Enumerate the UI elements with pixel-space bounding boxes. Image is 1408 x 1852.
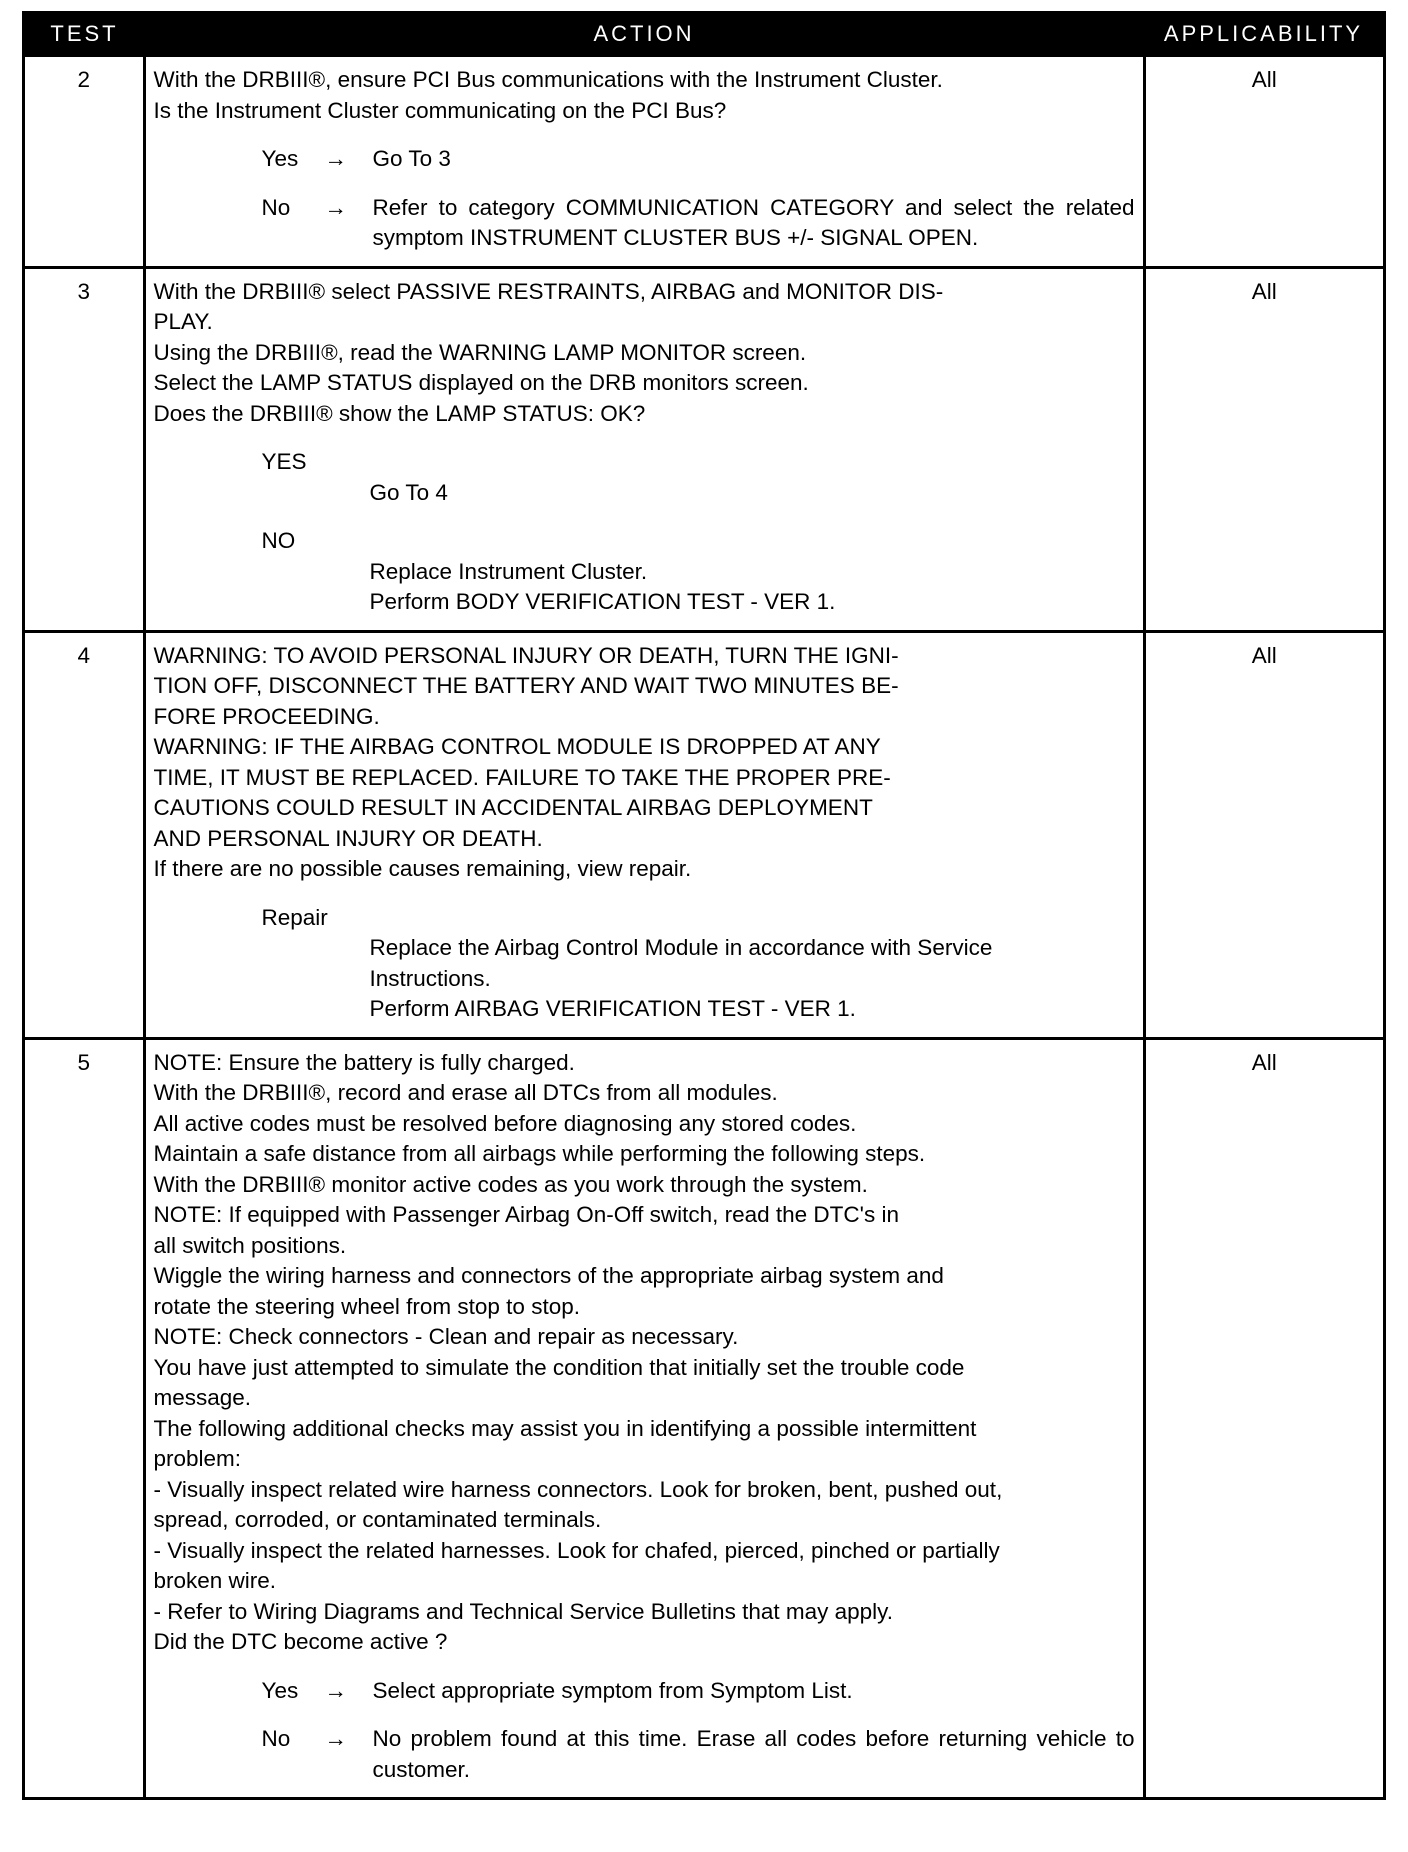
yes-text: Go To 3 [372, 146, 451, 171]
action-line: FORE PROCEEDING. [153, 703, 380, 729]
yes-answer [154, 144, 1135, 175]
yes-label: Yes [261, 146, 299, 171]
action-line: rotate the steering wheel from stop to stop. [153, 1293, 580, 1319]
action-line: TIME, IT MUST BE REPLACED. FAILURE TO TAKE THE PROPER PRE- [153, 764, 891, 790]
test-number: 5 [25, 1038, 144, 1797]
action-line: All active codes must be resolved before diagnosing any stored codes. [153, 1110, 857, 1136]
header-action: ACTION [144, 14, 1144, 56]
yes-answer [154, 447, 1135, 508]
no-text: No problem found at this time. Erase all codes before returning vehicle to customer. [372, 1726, 1135, 1782]
diagnostic-table [25, 14, 1383, 1797]
applicability: All [1144, 631, 1383, 1038]
no-answer [154, 1724, 1135, 1785]
action-line: With the DRBIII® select PASSIVE RESTRAINTS, AIRBAG and MONITOR DIS- [153, 278, 944, 304]
action-line: NOTE: Ensure the battery is fully charged. [153, 1049, 575, 1075]
action-line: - Refer to Wiring Diagrams and Technical Service Bulletins that may apply. [153, 1598, 893, 1624]
arrow-icon: → [324, 1726, 347, 1751]
action-line: broken wire. [153, 1568, 277, 1593]
repair-text: Instructions. [369, 965, 491, 991]
arrow-icon: → [324, 194, 347, 220]
action-line: all switch positions. [153, 1232, 347, 1258]
yes-label: YES [261, 449, 307, 474]
action-cell [144, 56, 1144, 268]
diagnostic-table-sheet [22, 11, 1386, 1800]
action-line: AND PERSONAL INJURY OR DEATH. [153, 825, 543, 851]
action-line: PLAY. [153, 309, 213, 334]
applicability: All [1144, 267, 1383, 631]
table-header-row [25, 14, 1383, 56]
no-label: No [261, 1726, 291, 1751]
action-cell [144, 1038, 1144, 1797]
test-number: 2 [25, 56, 144, 268]
action-line: NOTE: Check connectors - Clean and repair as necessary. [153, 1324, 739, 1349]
action-line: Using the DRBIII®, read the WARNING LAMP MONITOR screen. [153, 339, 807, 365]
repair-answer [154, 903, 1135, 1025]
action-line: Wiggle the wiring harness and connectors of the appropriate airbag system and [153, 1263, 944, 1288]
repair-label: Repair [261, 904, 328, 930]
no-text: Perform BODY VERIFICATION TEST - VER 1. [369, 589, 836, 614]
no-answer [154, 526, 1135, 618]
yes-answer [154, 1676, 1135, 1707]
action-line: - Visually inspect the related harnesses. Look for chafed, pierced, pinched or partially [153, 1537, 1000, 1563]
test-number: 4 [25, 631, 144, 1038]
yes-label: Yes [261, 1677, 299, 1703]
repair-text: Perform AIRBAG VERIFICATION TEST - VER 1. [369, 996, 856, 1021]
no-text: Replace Instrument Cluster. [369, 558, 648, 584]
no-label: No [261, 194, 291, 220]
no-text: Refer to category COMMUNICATION CATEGORY and select the related symptom INSTRUMENT CLUSTER BUS +/- SIGNAL OPEN. [372, 194, 1135, 250]
applicability: All [1144, 56, 1383, 268]
action-line: If there are no possible causes remaining, view repair. [153, 856, 692, 881]
table-row [25, 631, 1383, 1038]
action-line: WARNING: TO AVOID PERSONAL INJURY OR DEATH, TURN THE IGNI- [153, 642, 899, 668]
test-number: 3 [25, 267, 144, 631]
action-line: - Visually inspect related wire harness connectors. Look for broken, bent, pushed out, [153, 1476, 1003, 1502]
action-line: Maintain a safe distance from all airbags while performing the following steps. [153, 1141, 926, 1166]
action-line: With the DRBIII®, ensure PCI Bus communications with the Instrument Cluster. [153, 67, 943, 92]
yes-text: Go To 4 [369, 479, 448, 505]
arrow-icon: → [324, 1677, 347, 1703]
no-answer [154, 193, 1135, 254]
table-row [25, 1038, 1383, 1797]
action-line: NOTE: If equipped with Passenger Airbag On-Off switch, read the DTC's in [153, 1202, 899, 1227]
action-line: With the DRBIII® monitor active codes as you work through the system. [153, 1171, 868, 1197]
header-test: TEST [25, 14, 144, 56]
action-line: message. [153, 1385, 252, 1410]
table-row [25, 56, 1383, 268]
action-line: You have just attempted to simulate the condition that initially set the trouble code [153, 1354, 965, 1380]
action-line: Is the Instrument Cluster communicating on the PCI Bus? [153, 97, 727, 123]
action-line: With the DRBIII®, record and erase all DTCs from all modules. [153, 1080, 778, 1105]
header-applicability: APPLICABILITY [1144, 14, 1383, 56]
action-line: spread, corroded, or contaminated terminals. [153, 1507, 602, 1532]
table-row [25, 267, 1383, 631]
no-label: NO [261, 528, 296, 553]
yes-text: Select appropriate symptom from Symptom List. [372, 1677, 853, 1703]
action-line: CAUTIONS COULD RESULT IN ACCIDENTAL AIRBAG DEPLOYMENT [153, 795, 873, 820]
action-line: TION OFF, DISCONNECT THE BATTERY AND WAIT TWO MINUTES BE- [153, 673, 899, 698]
repair-text: Replace the Airbag Control Module in accordance with Service [369, 935, 993, 960]
applicability: All [1144, 1038, 1383, 1797]
action-line: problem: [153, 1446, 242, 1471]
action-line: The following additional checks may assist you in identifying a possible intermittent [153, 1415, 977, 1441]
arrow-icon: → [324, 146, 347, 171]
action-line: Does the DRBIII® show the LAMP STATUS: OK? [153, 400, 646, 426]
action-cell [144, 631, 1144, 1038]
action-line: Select the LAMP STATUS displayed on the DRB monitors screen. [153, 370, 809, 395]
action-line: Did the DTC become active ? [153, 1629, 448, 1654]
action-line: WARNING: IF THE AIRBAG CONTROL MODULE IS DROPPED AT ANY [153, 734, 881, 759]
action-cell [144, 267, 1144, 631]
